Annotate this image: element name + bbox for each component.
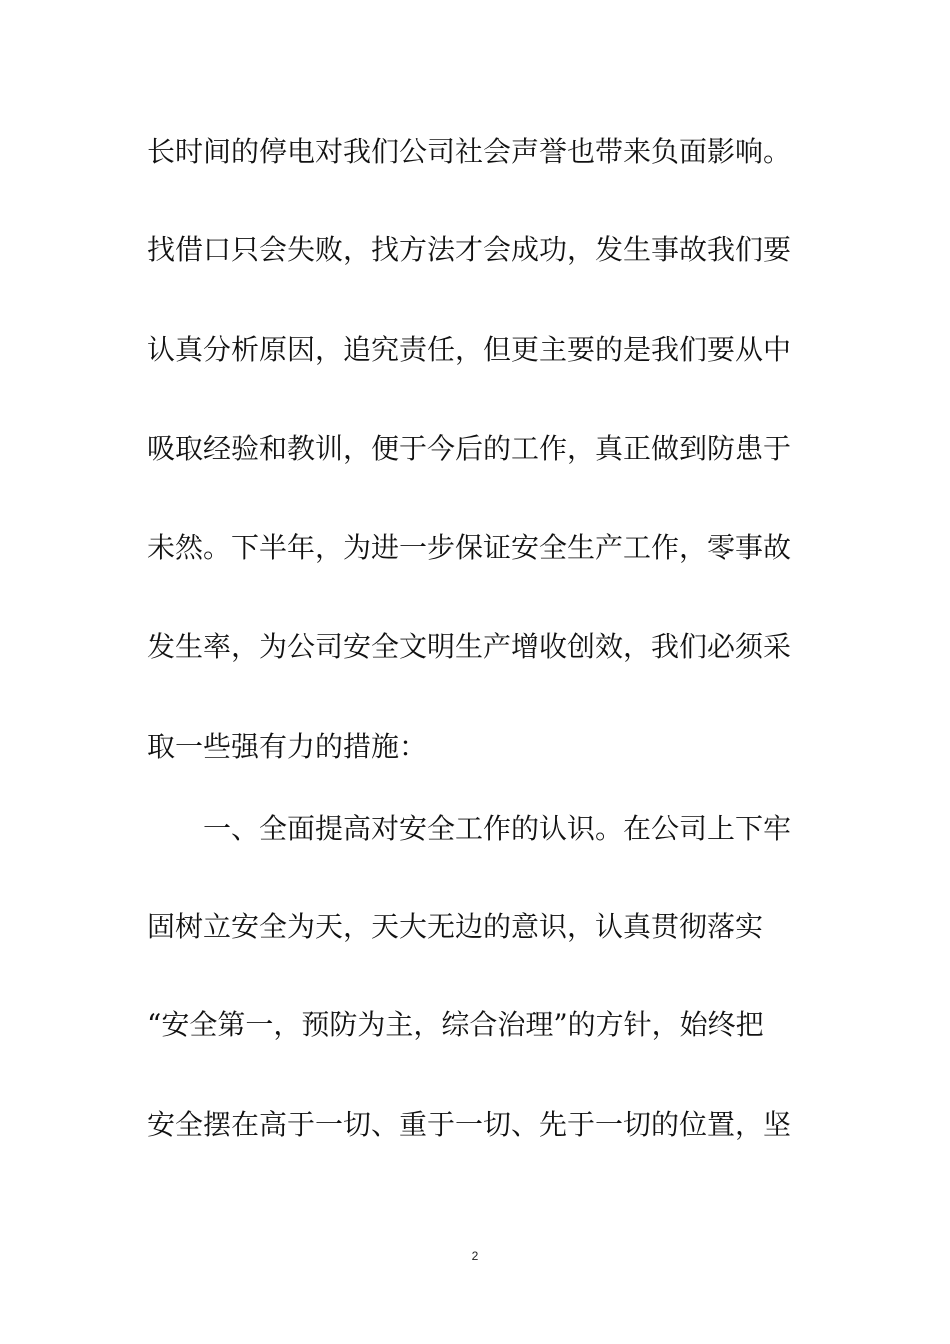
body-text-line: 一、全面提高对安全工作的认识。在公司上下牢 (147, 812, 792, 845)
body-text-line: 发生率，为公司安全文明生产增收创效，我们必须采 (147, 630, 792, 663)
body-text-line: 吸取经验和教训，便于今后的工作，真正做到防患于 (147, 432, 792, 465)
body-text-line: 安全摆在高于一切、重于一切、先于一切的位置，坚 (147, 1108, 792, 1141)
body-text-line: 认真分析原因，追究责任，但更主要的是我们要从中 (147, 333, 792, 366)
body-text-line: “安全第一，预防为主，综合治理”的方针，始终把 (147, 1008, 764, 1041)
page-number: 2 (471, 1249, 479, 1263)
body-text-line: 找借口只会失败，找方法才会成功，发生事故我们要 (147, 233, 792, 266)
body-text-line: 长时间的停电对我们公司社会声誉也带来负面影响。 (147, 135, 792, 168)
body-text-line: 取一些强有力的措施： (147, 730, 428, 763)
body-text-line: 未然。下半年，为进一步保证安全生产工作，零事故 (147, 531, 792, 564)
body-text-line: 固树立安全为天，天大无边的意识，认真贯彻落实 (147, 910, 764, 943)
